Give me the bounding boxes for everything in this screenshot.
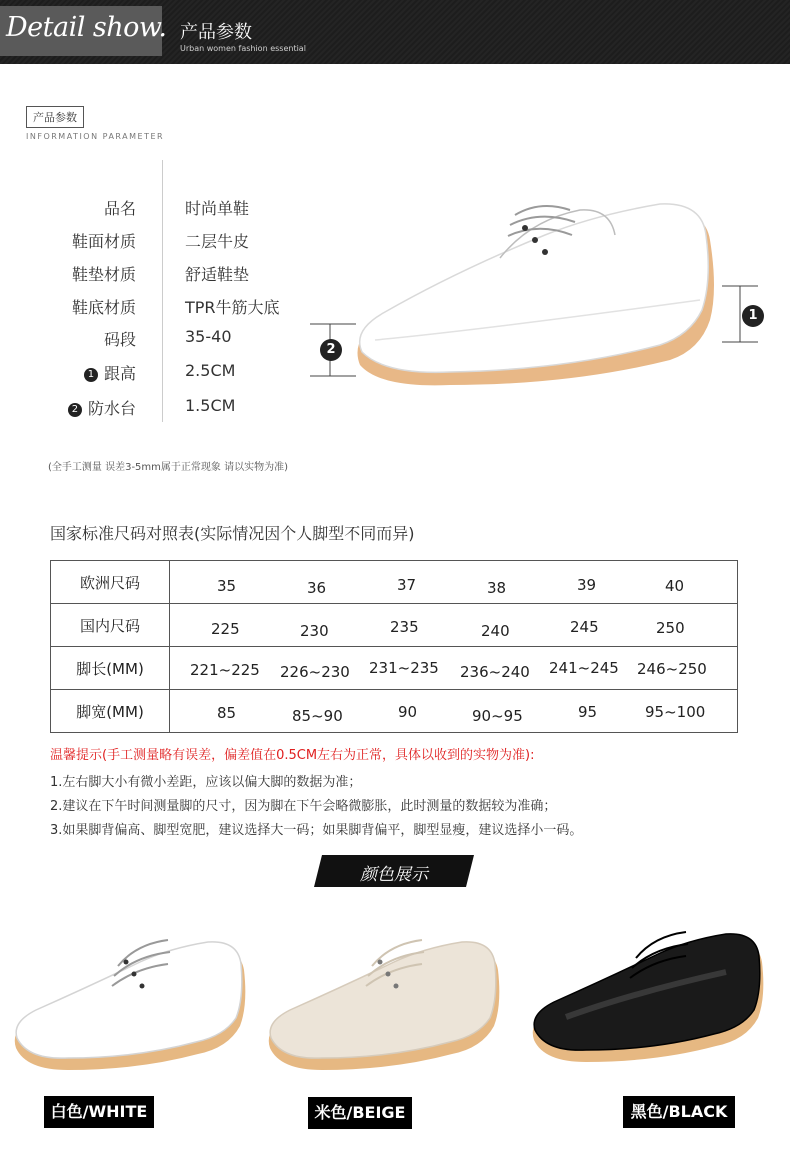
table-cell: 85~90 [292, 707, 343, 725]
param-label-heel-text: 跟高 [103, 364, 136, 383]
param-label-size: 码段 [103, 330, 136, 349]
table-row [51, 561, 738, 604]
row-header-eu: 欧洲尺码 [51, 561, 170, 604]
table-cell: 230 [300, 622, 329, 640]
heel-marker-number: 1 [742, 305, 764, 327]
table-cell: 225 [211, 620, 240, 638]
row-values-eu [170, 561, 738, 604]
platform-marker-number: 2 [320, 339, 342, 361]
table-cell: 35 [217, 577, 237, 595]
table-cell: 245 [570, 618, 599, 636]
param-label-platform-text: 防水台 [87, 399, 136, 418]
table-cell: 240 [481, 622, 510, 640]
size-chart-title: 国家标准尺码对照表(实际情况因个人脚型不同而异) [50, 524, 415, 543]
param-label-insole: 鞋垫材质 [71, 265, 136, 284]
table-cell: 90 [398, 703, 418, 721]
param-section-tag: 产品参数 [26, 106, 84, 128]
param-label-outsole: 鞋底材质 [71, 298, 136, 317]
param-label-name: 品名 [103, 199, 136, 218]
table-cell: 85 [217, 704, 237, 722]
table-cell: 250 [656, 619, 685, 637]
row-values-cn [170, 604, 738, 647]
table-cell: 36 [307, 579, 327, 597]
table-row [51, 690, 738, 733]
table-cell: 38 [487, 579, 507, 597]
black-shoe-image [526, 922, 776, 1072]
color-label-beige: 米色/BEIGE [308, 1097, 412, 1129]
table-cell: 231~235 [369, 659, 439, 677]
param-label-upper: 鞋面材质 [71, 232, 136, 251]
table-row [51, 647, 738, 690]
color-label-black: 黑色/BLACK [623, 1096, 735, 1128]
param-value-platform: 1.5CM [185, 396, 236, 415]
table-cell: 39 [577, 576, 597, 594]
row-header-width: 脚宽(MM) [51, 690, 170, 733]
heel-badge: 1 [84, 368, 98, 382]
row-header-length: 脚长(MM) [51, 647, 170, 690]
row-values-length [170, 647, 738, 690]
table-row [51, 604, 738, 647]
row-values-width [170, 690, 738, 733]
param-label-heel [6, 361, 136, 384]
tip-item-3: 3.如果脚背偏高、脚型宽肥，建议选择大一码；如果脚背偏平，脚型显瘦，建议选择小一码。 [50, 823, 583, 838]
param-value-size: 35-40 [185, 327, 232, 346]
param-value-name: 时尚单鞋 [185, 199, 250, 218]
table-cell: 221~225 [190, 661, 260, 679]
platform-badge: 2 [68, 403, 82, 417]
tip-item-1: 1.左右脚大小有微小差距，应该以偏大脚的数据为准； [50, 775, 362, 790]
color-section-title: 颜色展示 [360, 865, 428, 885]
table-cell: 95~100 [645, 703, 706, 721]
table-cell: 95 [578, 703, 598, 721]
size-chart-table [50, 560, 738, 733]
product-shoe-image [340, 180, 730, 400]
beige-shoe-image [262, 930, 512, 1080]
table-cell: 246~250 [637, 660, 707, 678]
table-cell: 241~245 [549, 659, 619, 677]
param-value-outsole: TPR牛筋大底 [185, 298, 280, 317]
table-cell: 226~230 [280, 663, 350, 681]
param-value-upper: 二层牛皮 [185, 232, 250, 251]
color-label-white: 白色/WHITE [44, 1096, 154, 1128]
tip-item-2: 2.建议在下午时间测量脚的尺寸，因为脚在下午会略微膨胀，此时测量的数据较为准确； [50, 799, 557, 814]
detail-show-title: Detail show. [6, 12, 167, 43]
table-cell: 40 [665, 577, 685, 595]
size-warning: 温馨提示(手工测量略有误差，偏差值在0.5CM左右为正常，具体以收到的实物为准): [50, 748, 535, 763]
table-cell: 90~95 [472, 707, 523, 725]
header-title: 产品参数 [180, 22, 252, 43]
param-label-platform [6, 396, 136, 419]
measurement-note: (全手工测量 误差3-5mm属于正常现象 请以实物为准) [48, 462, 288, 473]
table-cell: 235 [390, 618, 419, 636]
param-value-insole: 舒适鞋垫 [185, 265, 250, 284]
table-cell: 236~240 [460, 663, 530, 681]
param-section-tag-en: INFORMATION PARAMETER [26, 132, 165, 141]
table-cell: 37 [397, 576, 417, 594]
row-header-cn: 国内尺码 [51, 604, 170, 647]
param-value-heel: 2.5CM [185, 361, 236, 380]
white-shoe-image [8, 930, 258, 1080]
header-subtitle: Urban women fashion essential [180, 44, 306, 53]
param-divider [162, 160, 163, 422]
